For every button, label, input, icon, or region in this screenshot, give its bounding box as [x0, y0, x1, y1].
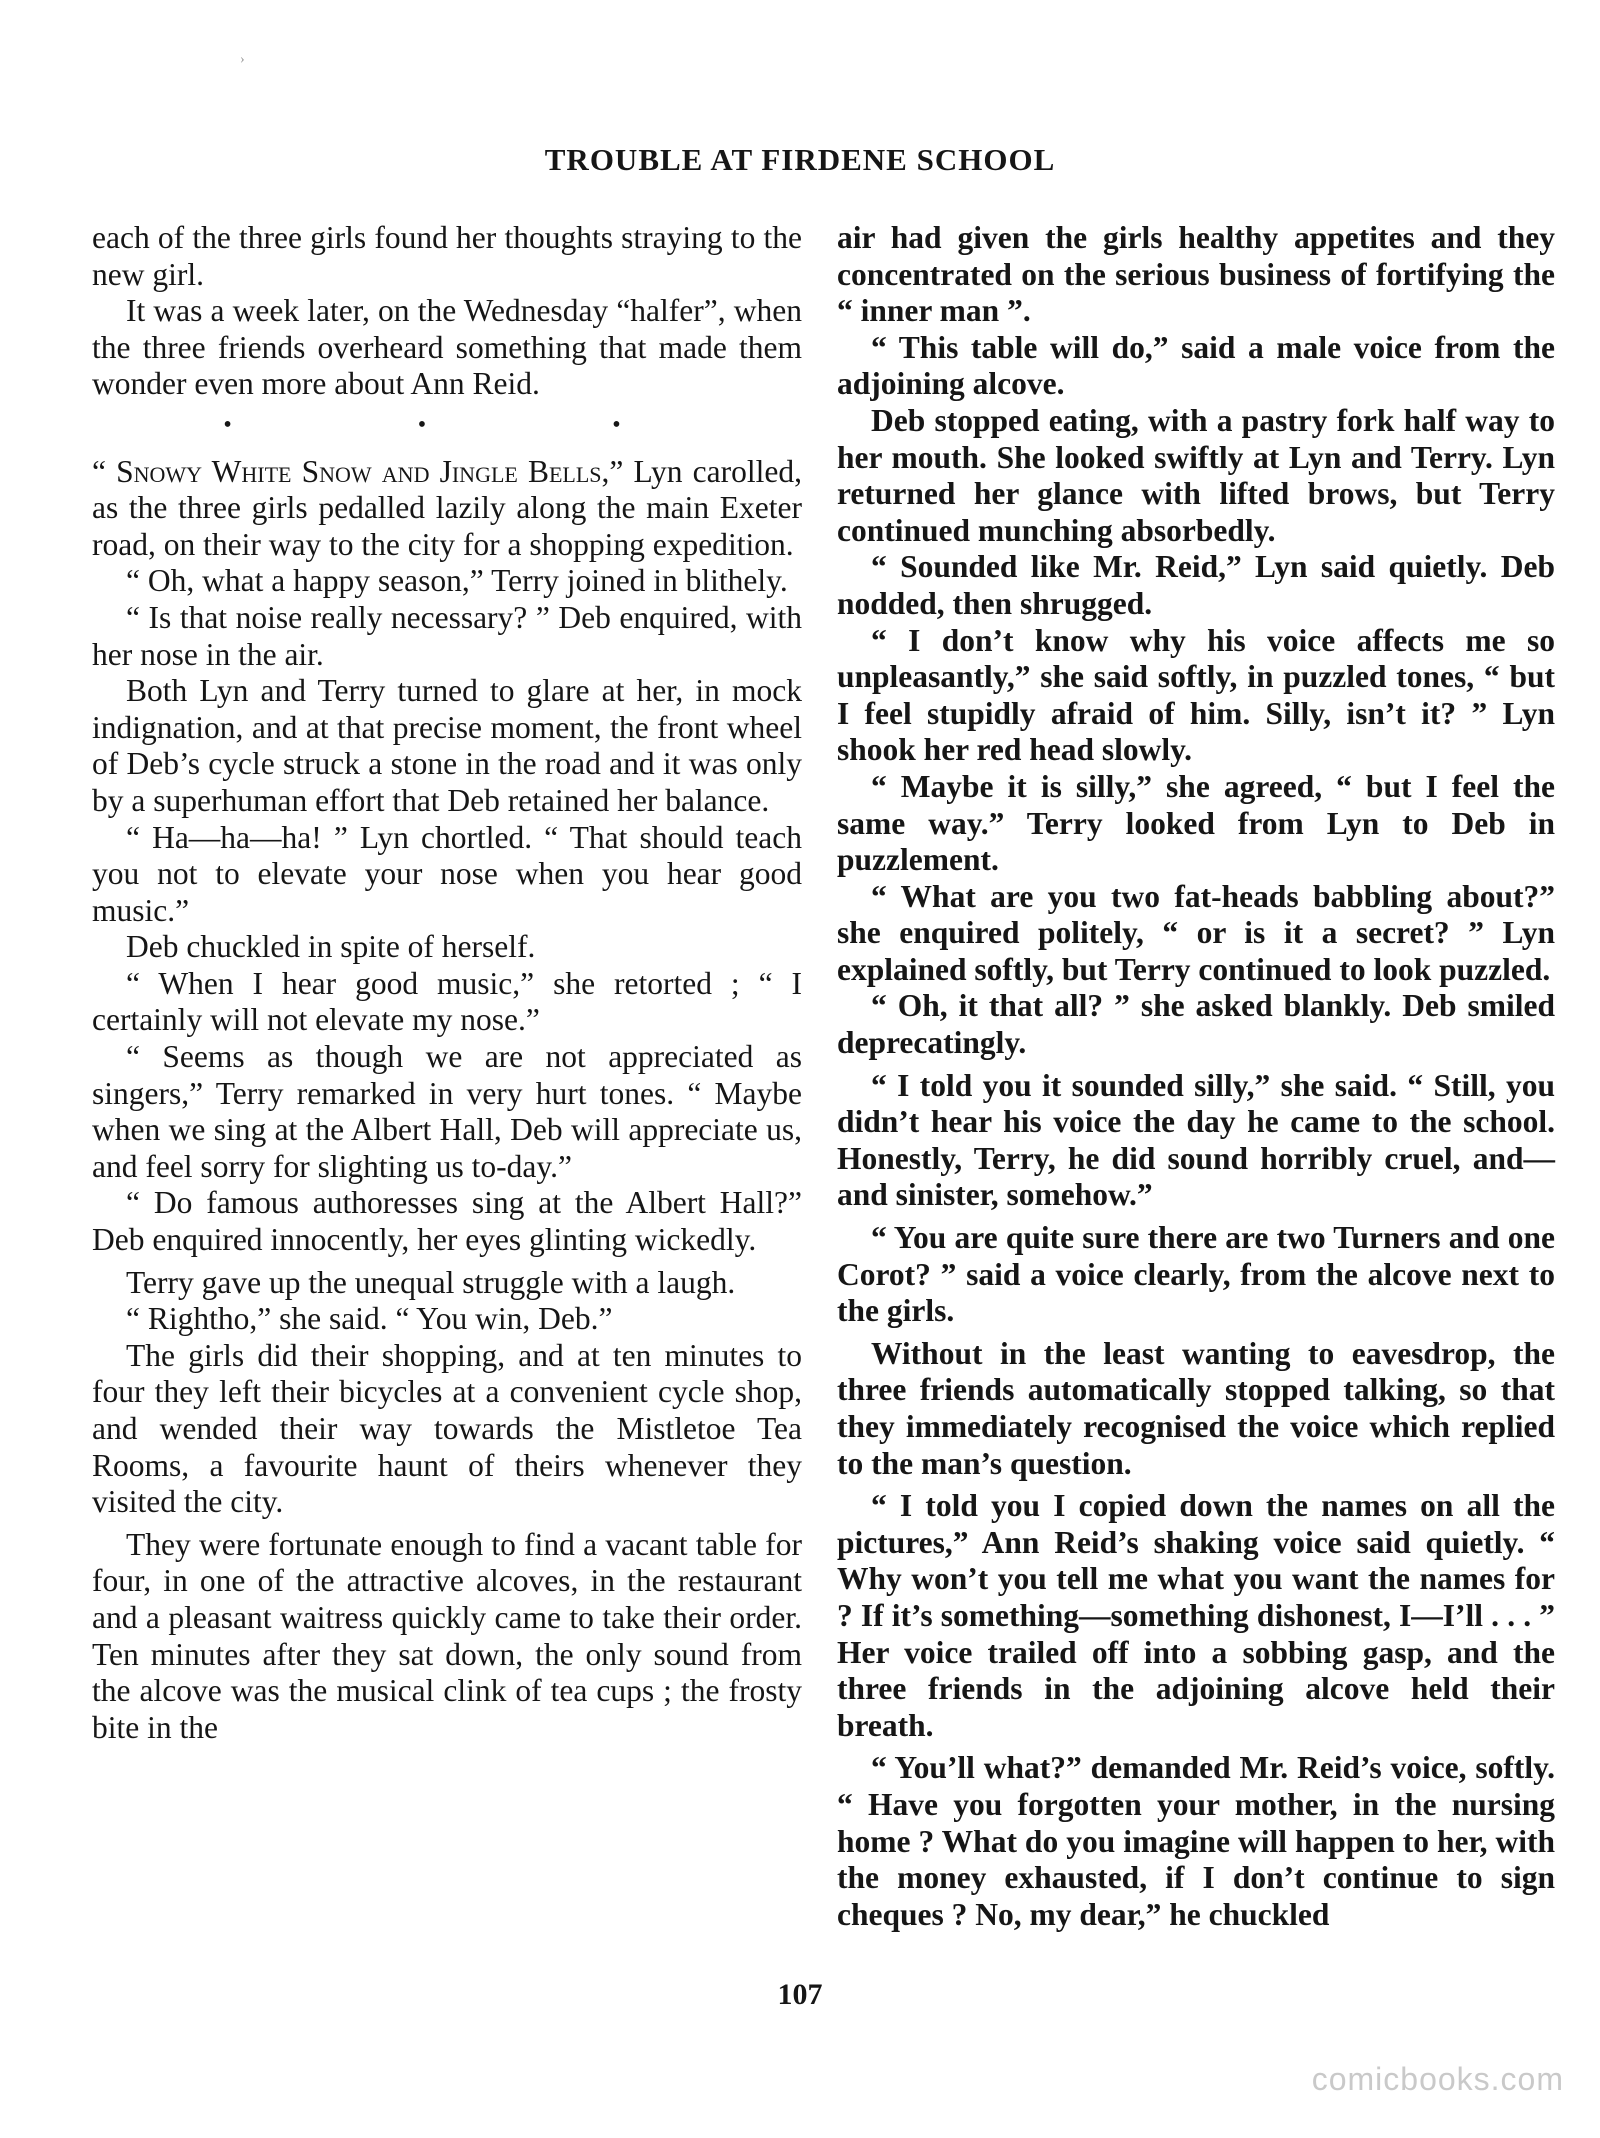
right-column [837, 220, 1555, 1933]
paragraph: each of the three girls found her thoughts straying to the new girl. [92, 220, 802, 292]
paragraph: “ Sounded like Mr. Reid,” Lyn said quietly. Deb nodded, then shrugged. [837, 549, 1555, 621]
paragraph-text: Lyn carolled, as the three girls pedalled lazily along the main Exeter road, on their way to the city for a shopping expedition. [92, 453, 802, 562]
watermark: comicbooks.com [1311, 2061, 1564, 2097]
paragraph: “ This table will do,” said a male voice from the adjoining alcove. [837, 329, 1555, 402]
section-separator: • • • [223, 411, 711, 438]
paragraph: It was a week later, on the Wednesday “halfer”, when the three friends overheard something that made them wonder even more about Ann Reid. [92, 293, 802, 402]
paragraph: “ Maybe it is silly,” she agreed, “ but I feel the same way.” Terry looked from Lyn to Deb in puzzlement. [837, 768, 1555, 878]
opening-caps: “ Snowy White Snow and Jingle Bells,” [92, 453, 624, 489]
page-number: 107 [777, 1978, 823, 2011]
paragraph: “ Do famous authoresses sing at the Albert Hall?” Deb enquired innocently, her eyes glinting wickedly. [92, 1185, 802, 1258]
running-head: TROUBLE AT FIRDENE SCHOOL [544, 142, 1056, 177]
paragraph: Without in the least wanting to eavesdrop, the three friends automatically stopped talking, so that they immediately recognised the voice which replied to the man’s question. [837, 1335, 1555, 1481]
paragraph: Deb chuckled in spite of herself. [126, 929, 536, 965]
paragraph: “ What are you two fat-heads babbling about?” she enquired politely, “ or is it a secret? ” Lyn explained softly, but Terry continued to look puzzled. [837, 878, 1555, 987]
paragraph: “ I told you it sounded silly,” she said. “ Still, you didn’t hear his voice the day he came to the school. Honestly, Terry, he did sound horribly cruel, and—and sinister, somehow.” [837, 1067, 1555, 1213]
paragraph: They were fortunate enough to find a vacant table for four, in one of the attractive alcoves, in the restaurant and a pleasant waitress quickly came to take their order. Ten minutes after they sat down, the only sound from the alcove was the musical clink of tea cups ; the frosty bite in the [92, 1526, 802, 1745]
paragraph: “ You are quite sure there are two Turners and one Corot? ” said a voice clearly, from the alcove next to the girls. [837, 1220, 1555, 1329]
paragraph: The girls did their shopping, and at ten minutes to four they left their bicycles at a convenient cycle shop, and wended their way towards the Mistletoe Tea Rooms, a favourite haunt of theirs whenever they visited the city. [92, 1337, 802, 1520]
page-speck: › [240, 52, 245, 67]
paragraph: air had given the girls healthy appetites and they concentrated on the serious business of fortifying the “ inner man ”. [837, 220, 1555, 329]
paragraph: “ I told you I copied down the names on all the pictures,” Ann Reid’s shaking voice said quietly. “ Why won’t you tell me what you want the names for ? If it’s something—something dishonest, I—I’ll . . . ” Her voice trailed off into a sobbing gasp, and the three friends in the adjoining alcove held their breath. [837, 1488, 1555, 1743]
paragraph: “ I don’t know why his voice affects me so unpleasantly,” she said softly, in puzzled tones, “ but I feel stupidly afraid of him. Silly, isn’t it? ” Lyn shook her red head slowly. [837, 622, 1555, 768]
paragraph: Deb stopped eating, with a pastry fork half way to her mouth. She looked swiftly at Lyn and Terry. Lyn returned her glance with lifted brows, but Terry continued munching absorbedly. [837, 402, 1555, 548]
paragraph [92, 454, 802, 564]
paragraph: “ Seems as though we are not appreciated as singers,” Terry remarked in very hurt tones. “ Maybe when we sing at the Albert Hall, Deb will appreciate us, and feel sorry for slighting us to-day.” [92, 1039, 802, 1184]
paragraph: “ Oh, it that all? ” she asked blankly. Deb smiled deprecatingly. [837, 988, 1555, 1061]
left-column [92, 220, 802, 1746]
paragraph: “ Rightho,” she said. “ You win, Deb.” [126, 1301, 613, 1337]
paragraph: Both Lyn and Terry turned to glare at her, in mock indignation, and at that precise moment, the front wheel of Deb’s cycle struck a stone in the road and it was only by a superhuman effort that Deb retained her balance. [92, 673, 802, 818]
paragraph: “ Is that noise really necessary? ” Deb enquired, with her nose in the air. [92, 599, 802, 672]
paragraph: “ When I hear good music,” she retorted ; “ I certainly will not elevate my nose.” [92, 965, 802, 1038]
paragraph: “ You’ll what?” demanded Mr. Reid’s voice, softly. “ Have you forgotten your mother, in the nursing home ? What do you imagine will happen to her, with the money exhausted, if I don’t continue to sign cheques ? No, my dear,” he chuckled [837, 1750, 1555, 1932]
paragraph: Terry gave up the unequal struggle with a laugh. [126, 1264, 736, 1300]
paragraph: “ Ha—ha—ha! ” Lyn chortled. “ That should teach you not to elevate your nose when you hear good music.” [92, 819, 802, 928]
paragraph: “ Oh, what a happy season,” Terry joined in blithely. [126, 563, 788, 599]
